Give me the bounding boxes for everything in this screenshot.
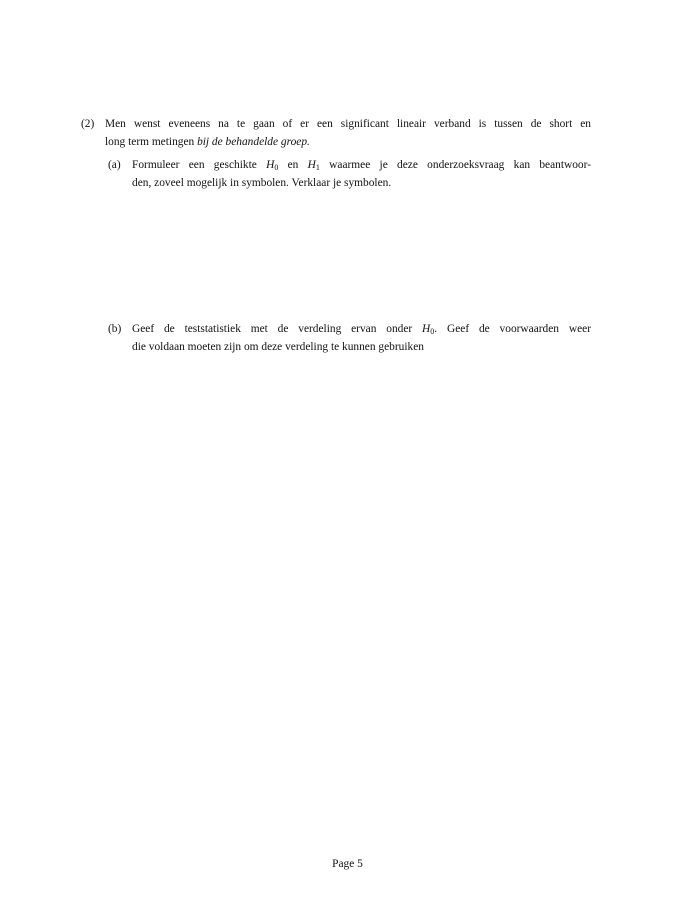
question-number: (2) (81, 118, 95, 130)
question-emphasis: bij de behandelde groep. (197, 136, 310, 148)
part-a-text-segment: Formuleer een geschikte (132, 159, 267, 171)
part-a-line-1 (132, 156, 591, 174)
part-a-text (132, 156, 591, 192)
part-a-text-segment: waarmee je deze onderzoeksvraag kan beantwoor- (319, 159, 591, 171)
part-a-line-2: den, zoveel mogelijk in symbolen. Verklaar je symbolen. (132, 177, 392, 189)
h0-subscript: 0 (430, 327, 435, 336)
part-b-text-segment: Geef de teststatistiek met de verdeling ervan onder (132, 323, 423, 335)
h1-subscript: 1 (315, 163, 320, 172)
part-b-line-1 (132, 320, 591, 338)
part-b-line-2: die voldaan moeten zijn om deze verdeling te kunnen gebruiken (132, 341, 424, 353)
question-2 (81, 115, 591, 151)
part-b-label: (b) (108, 323, 122, 335)
page-number: Page 5 (332, 858, 363, 870)
question-line-1: Men wenst eveneens na te gaan of er een significant lineair verband is tussen de short en (105, 118, 591, 130)
part-b (108, 320, 591, 356)
question-line-2-text: long term metingen (105, 136, 198, 148)
part-a-label: (a) (108, 159, 121, 171)
h0-symbol: H (422, 323, 431, 335)
part-a (108, 156, 591, 192)
h0-symbol: H (266, 159, 275, 171)
h0-subscript: 0 (274, 163, 279, 172)
part-a-text-segment: en (278, 159, 308, 171)
question-text (105, 115, 591, 151)
part-b-text (132, 320, 591, 356)
question-line-2 (105, 133, 591, 151)
part-b-text-segment: . Geef de voorwaarden weer (434, 323, 591, 335)
h1-symbol: H (307, 159, 316, 171)
